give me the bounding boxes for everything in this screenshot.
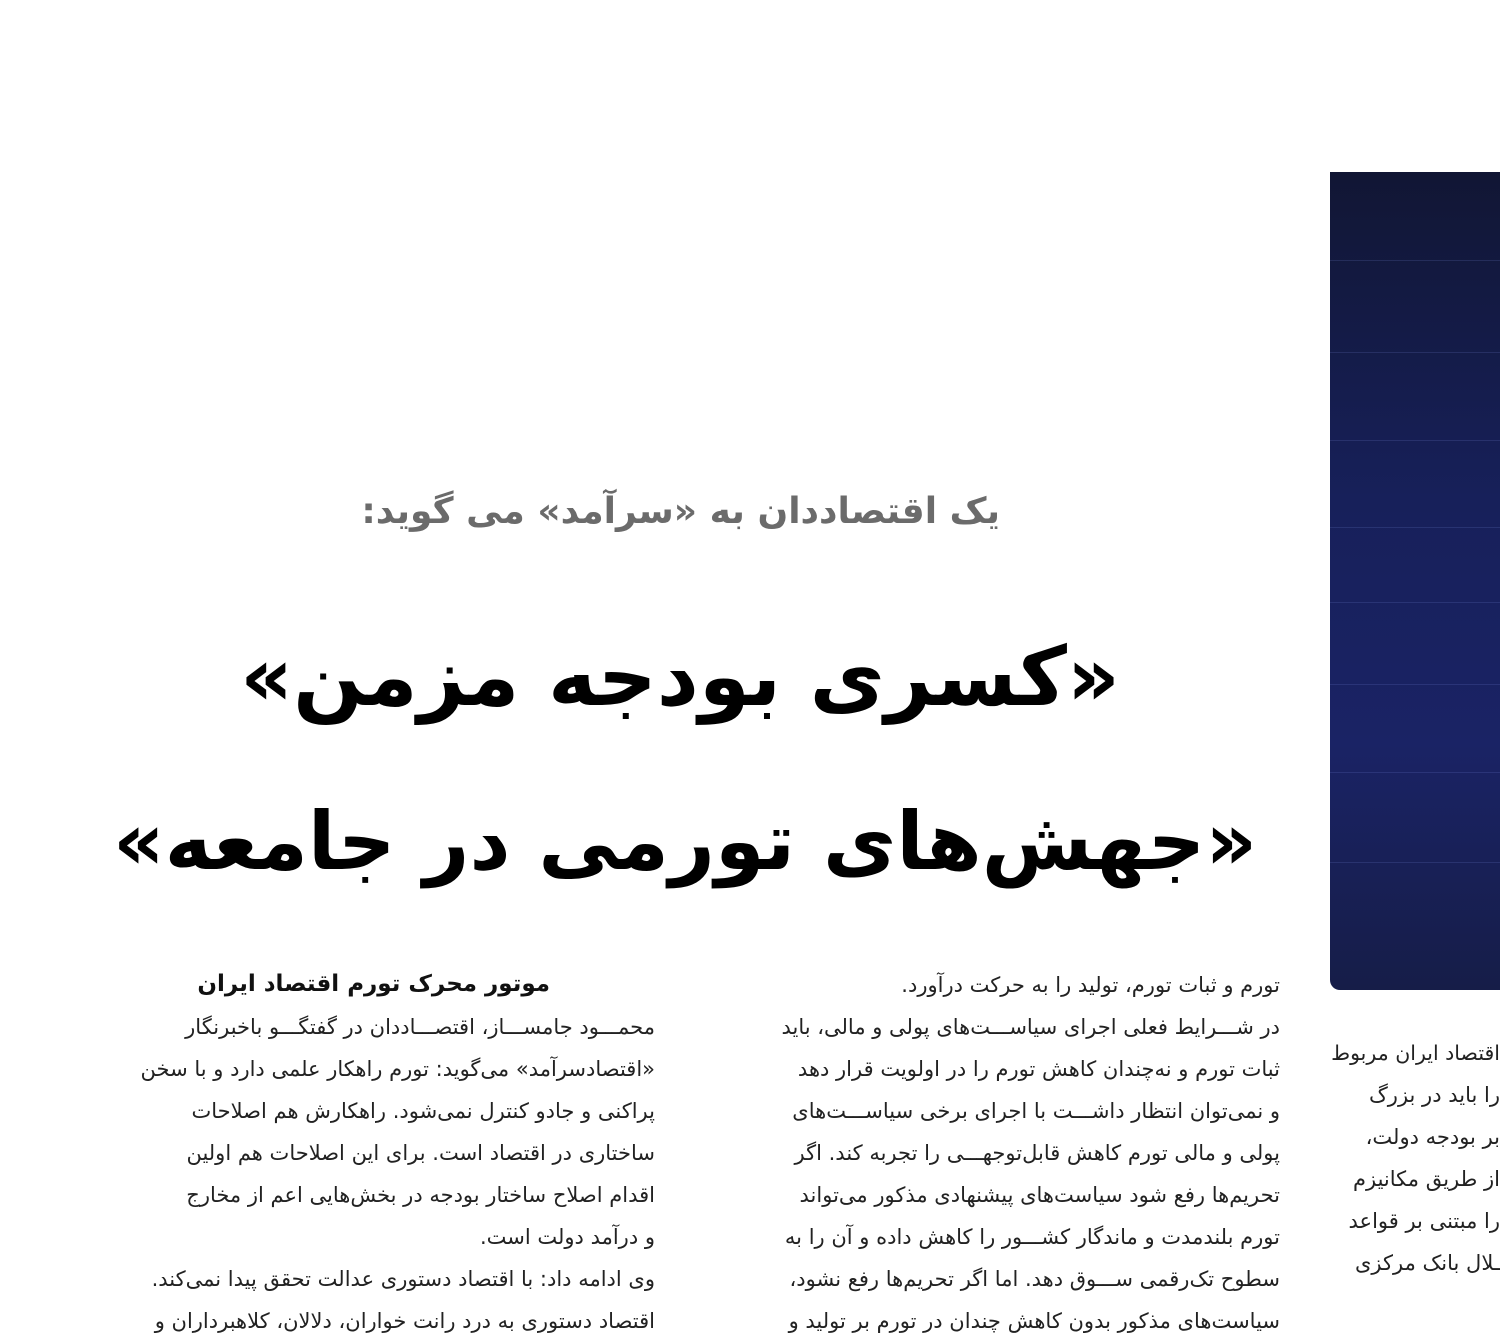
paragraph-line: ـلال بانک مرکزی (1354, 1251, 1500, 1275)
paragraph-line: ثبات تورم و نه‌چندان کاهش تورم را در اولویت قرار دهد (797, 1057, 1280, 1081)
paragraph-line: را باید در بزرگ (1369, 1083, 1500, 1107)
headline-line-1: «کسری بودجه مزمن» (240, 630, 1120, 725)
paragraph-line: را مبتنی بر قواعد (1348, 1209, 1500, 1233)
article-column-left (80, 1006, 655, 1342)
paragraph-line: پولی و مالی تورم کاهش قابل‌توجهـــی را تجربه کند. اگر (794, 1141, 1280, 1165)
paragraph-line: پراکنی و جادو کنترل نمی‌شود. راهکارش هم اصلاحات (191, 1099, 655, 1123)
paragraph-line: و نمی‌توان انتظار داشـــت با اجرای برخی سیاســـت‌های (792, 1099, 1280, 1123)
article-column-middle (705, 964, 1280, 1342)
paragraph-line: اقتصاد ایران مربوط (1331, 1041, 1500, 1065)
article-photo (1330, 172, 1500, 990)
headline-line-2: «جهش‌های تورمی در جامعه» (112, 795, 1258, 888)
paragraph-line: اقدام اصلاح ساختار بودجه در بخش‌هایی اعم از مخارج (186, 1183, 655, 1207)
paragraph-line: اقتصاد دستوری به درد رانت خواران، دلالان، کلاهبرداران و (154, 1309, 655, 1333)
paragraph-line: سطوح تک‌رقمی ســـوق دهد. اما اگر تحریم‌ها رفع نشود، (789, 1267, 1280, 1291)
paragraph-line: تورم و ثبات تورم، تولید را به حرکت درآورد. (901, 973, 1280, 997)
photo-streak (1330, 684, 1500, 685)
photo-streak (1330, 772, 1500, 773)
paragraph-line: محمـــود جامســـاز، اقتصـــاددان در گفتگـــو باخبرنگار (185, 1015, 655, 1039)
photo-streak (1330, 352, 1500, 353)
article-kicker: یک اقتصاددان به «سرآمد» می گوید: (361, 491, 1000, 532)
section-subheading: موتور محرک تورم اقتصاد ایران (197, 971, 550, 997)
photo-streak (1330, 862, 1500, 863)
paragraph-line: سیاست‌های مذکور بدون کاهش چندان در تورم بر تولید و (788, 1309, 1280, 1333)
paragraph-line: «اقتصادسرآمد» می‌گوید: تورم راهکار علمی دارد و با سخن (140, 1057, 655, 1081)
paragraph-line: در شـــرایط فعلی اجرای سیاســـت‌های پولی و مالی، باید (781, 1015, 1280, 1039)
paragraph-line: وی ادامه داد: با اقتصاد دستوری عدالت تحقق پیدا نمی‌کند. (151, 1267, 655, 1291)
paragraph-line: تورم بلندمدت و ماندگار کشـــور را کاهش داده و آن را به (784, 1225, 1280, 1249)
paragraph-line: بر بودجه دولت، (1365, 1125, 1500, 1149)
photo-streak (1330, 440, 1500, 441)
photo-streak (1330, 260, 1500, 261)
paragraph-line: و درآمد دولت است. (479, 1225, 655, 1249)
paragraph-line: ساختاری در اقتصاد است. برای این اصلاحات هم اولین (186, 1141, 655, 1165)
article-column-right (1330, 1032, 1500, 1284)
photo-streak (1330, 527, 1500, 528)
paragraph-line: تحریم‌ها رفع شود سیاست‌های پیشنهادی مذکور می‌تواند (799, 1183, 1280, 1207)
paragraph-line: از طریق مکانیزم (1353, 1167, 1500, 1191)
photo-streak (1330, 602, 1500, 603)
